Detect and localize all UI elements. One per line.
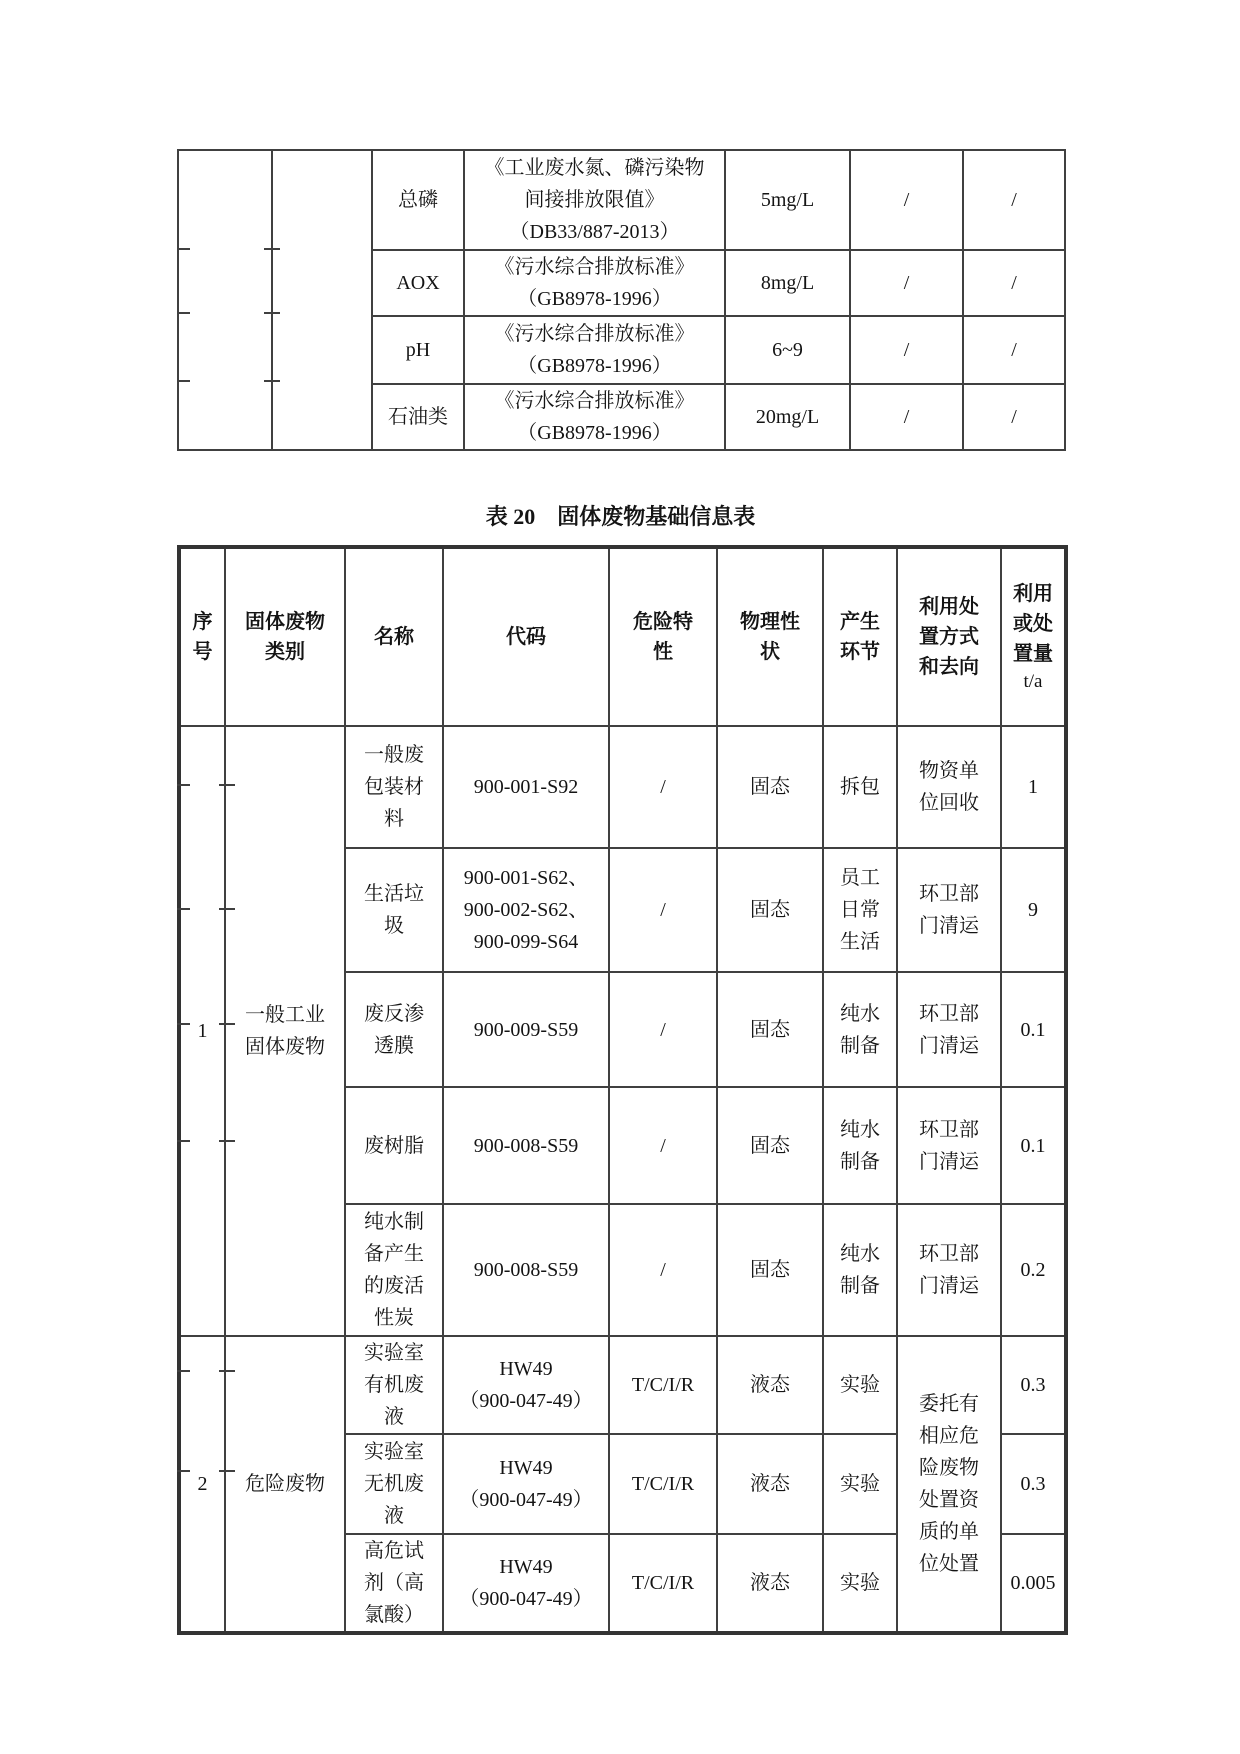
disposal-cell: 委托有相应危险废物处置资质的单位处置 [897, 1336, 1001, 1633]
slash-cell: / [850, 384, 963, 450]
parameter-cell: AOX [372, 250, 464, 316]
hazard-cell: / [609, 1087, 717, 1204]
slash-cell: / [850, 250, 963, 316]
slash-cell: / [963, 150, 1065, 250]
border-tick [219, 1140, 235, 1142]
column-header-code: 代码 [443, 547, 609, 726]
stage-cell: 实验 [823, 1336, 897, 1434]
border-tick [177, 1370, 190, 1372]
wastewater-standards-table [177, 149, 1064, 451]
physical-state-cell: 固态 [717, 726, 823, 848]
border-tick [219, 908, 235, 910]
border-tick [264, 248, 280, 250]
physical-state-cell: 固态 [717, 1087, 823, 1204]
border-tick [177, 1023, 190, 1025]
border-tick [177, 1140, 190, 1142]
physical-state-cell: 固态 [717, 848, 823, 972]
disposal-cell: 环卫部门清运 [897, 1204, 1001, 1336]
disposal-cell: 物资单位回收 [897, 726, 1001, 848]
slash-cell: / [850, 150, 963, 250]
column-header-hazard: 危险特性 [609, 547, 717, 726]
waste-name-cell: 生活垃圾 [345, 848, 443, 972]
parameter-cell: 石油类 [372, 384, 464, 450]
border-tick [177, 1470, 190, 1472]
waste-name-cell: 实验室 有机废 液 [345, 1336, 443, 1434]
waste-category-cell: 危险废物 [225, 1336, 345, 1633]
column-header-disposal: 利用处置方式和去向 [897, 547, 1001, 726]
standard-cell: 《污水综合排放标准》 （GB8978-1996） [464, 316, 725, 384]
amount-cell: 0.3 [1001, 1336, 1066, 1434]
amount-cell: 0.1 [1001, 972, 1066, 1087]
physical-state-cell: 固态 [717, 972, 823, 1087]
limit-cell: 6~9 [725, 316, 850, 384]
waste-code-cell: 900-001-S92 [443, 726, 609, 848]
disposal-cell: 环卫部门清运 [897, 1087, 1001, 1204]
hazard-cell: T/C/I/R [609, 1434, 717, 1534]
waste-name-cell: 高危试 剂（高 氯酸） [345, 1534, 443, 1633]
waste-code-cell: HW49 （900-047-49） [443, 1534, 609, 1633]
amount-cell: 0.005 [1001, 1534, 1066, 1633]
amount-cell: 0.3 [1001, 1434, 1066, 1534]
header-row [179, 547, 1066, 726]
border-tick [177, 784, 190, 786]
disposal-cell: 环卫部门清运 [897, 848, 1001, 972]
waste-name-cell: 实验室 无机废 液 [345, 1434, 443, 1534]
physical-state-cell: 固态 [717, 1204, 823, 1336]
column-header-name: 名称 [345, 547, 443, 726]
hazard-cell: / [609, 1204, 717, 1336]
stage-cell: 拆包 [823, 726, 897, 848]
physical-state-cell: 液态 [717, 1534, 823, 1633]
standard-cell: 《污水综合排放标准》 （GB8978-1996） [464, 384, 725, 450]
stage-cell: 实验 [823, 1534, 897, 1633]
waste-name-cell: 废树脂 [345, 1087, 443, 1204]
empty-merged-cell [178, 150, 272, 450]
column-header-serial: 序号 [179, 547, 225, 726]
hazard-cell: / [609, 972, 717, 1087]
hazard-cell: / [609, 848, 717, 972]
waste-code-cell: HW49 （900-047-49） [443, 1336, 609, 1434]
amount-cell: 1 [1001, 726, 1066, 848]
waste-code-cell: 900-009-S59 [443, 972, 609, 1087]
column-header-amount [1001, 547, 1066, 726]
stage-cell: 员工日常生活 [823, 848, 897, 972]
waste-name-cell: 废反渗透膜 [345, 972, 443, 1087]
hazard-cell: T/C/I/R [609, 1534, 717, 1633]
waste-name-cell: 一般废包装材料 [345, 726, 443, 848]
empty-merged-cell [272, 150, 372, 450]
serial-number-cell: 2 [179, 1336, 225, 1633]
physical-state-cell: 液态 [717, 1336, 823, 1434]
standard-cell: 《污水综合排放标准》 （GB8978-1996） [464, 250, 725, 316]
border-tick [177, 312, 190, 314]
column-header-category: 固体废物类别 [225, 547, 345, 726]
waste-code-cell: HW49 （900-047-49） [443, 1434, 609, 1534]
waste-code-cell: 900-008-S59 [443, 1087, 609, 1204]
wastewater-standards-table-grid [177, 149, 1066, 451]
slash-cell: / [850, 316, 963, 384]
limit-cell: 20mg/L [725, 384, 850, 450]
border-tick [264, 312, 280, 314]
slash-cell: / [963, 250, 1065, 316]
waste-code-cell: 900-008-S59 [443, 1204, 609, 1336]
waste-name-cell: 纯水制备产生的废活性炭 [345, 1204, 443, 1336]
table-row [179, 1336, 1066, 1434]
standard-cell: 《工业废水氮、磷污染物 间接排放限值》 （DB33/887-2013） [464, 150, 725, 250]
table2-title: 表 20 固体废物基础信息表 [485, 504, 756, 529]
border-tick [219, 1023, 235, 1025]
column-header-stage: 产生环节 [823, 547, 897, 726]
stage-cell: 实验 [823, 1434, 897, 1534]
serial-number-cell: 1 [179, 726, 225, 1336]
amount-cell: 0.1 [1001, 1087, 1066, 1204]
border-tick [219, 1370, 235, 1372]
waste-code-cell: 900-001-S62、 900-002-S62、 900-099-S64 [443, 848, 609, 972]
amount-unit-label: t/a [1023, 671, 1043, 692]
border-tick [264, 380, 280, 382]
slash-cell: / [963, 384, 1065, 450]
amount-cell: 0.2 [1001, 1204, 1066, 1336]
limit-cell: 5mg/L [725, 150, 850, 250]
stage-cell: 纯水制备 [823, 1087, 897, 1204]
border-tick [177, 248, 190, 250]
border-tick [219, 1470, 235, 1472]
stage-cell: 纯水制备 [823, 1204, 897, 1336]
border-tick [177, 908, 190, 910]
limit-cell: 8mg/L [725, 250, 850, 316]
border-tick [177, 380, 190, 382]
parameter-cell: 总磷 [372, 150, 464, 250]
hazard-cell: / [609, 726, 717, 848]
stage-cell: 纯水制备 [823, 972, 897, 1087]
waste-category-cell: 一般工业固体废物 [225, 726, 345, 1336]
solid-waste-info-table [177, 545, 1064, 1635]
table-row [179, 726, 1066, 848]
disposal-cell: 环卫部门清运 [897, 972, 1001, 1087]
hazard-cell: T/C/I/R [609, 1336, 717, 1434]
column-header-physical-state: 物理性状 [717, 547, 823, 726]
amount-header-label: 利用或处置量 [1013, 583, 1053, 665]
amount-cell: 9 [1001, 848, 1066, 972]
table-row [178, 150, 1065, 250]
border-tick [219, 784, 235, 786]
solid-waste-info-table-grid [177, 545, 1068, 1635]
physical-state-cell: 液态 [717, 1434, 823, 1534]
slash-cell: / [963, 316, 1065, 384]
parameter-cell: pH [372, 316, 464, 384]
